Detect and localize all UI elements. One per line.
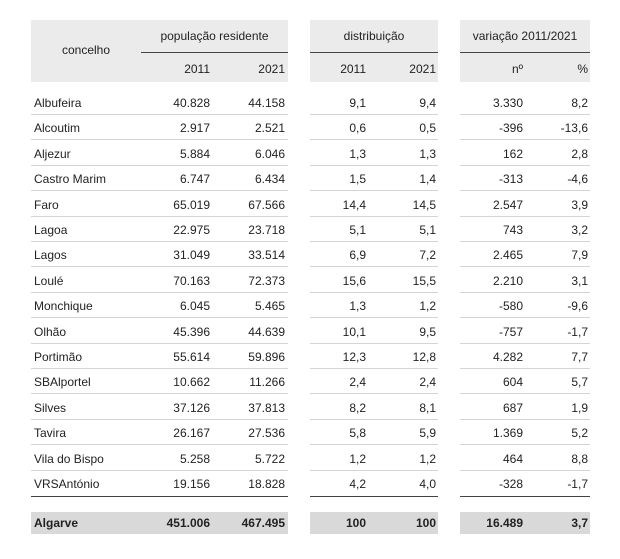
cell-vn: 2.547 — [492, 198, 523, 212]
cell-vp: 5,2 — [571, 426, 588, 440]
cell-p2021: 44.639 — [248, 325, 285, 339]
cell-vp: 5,7 — [571, 375, 588, 389]
row-separator — [31, 292, 288, 293]
cell-vn: 2.465 — [492, 248, 523, 262]
row-separator — [460, 241, 590, 242]
cell-p2021: 23.718 — [248, 223, 285, 237]
cell-vn: -580 — [498, 299, 523, 313]
cell-d2011: 0,6 — [349, 121, 366, 135]
cell-vp: 7,7 — [571, 350, 588, 364]
row-separator — [31, 343, 288, 344]
row-separator — [460, 444, 590, 445]
cell-vn: -757 — [498, 325, 523, 339]
row-separator — [460, 190, 590, 191]
row-separator — [460, 496, 590, 497]
row-separator — [460, 343, 590, 344]
cell-p2021: 6.046 — [254, 147, 285, 161]
row-separator — [460, 317, 590, 318]
cell-name: Silves — [34, 401, 67, 415]
cell-vn: 1.369 — [492, 426, 523, 440]
cell-d2021: 14,5 — [412, 198, 436, 212]
cell-d2011: 14,4 — [342, 198, 366, 212]
cell-p2021: 18.828 — [248, 477, 285, 491]
row-separator — [310, 368, 438, 369]
header-pop-2011: 2011 — [184, 62, 210, 76]
row-separator — [31, 216, 288, 217]
total-vn: 16.489 — [486, 516, 523, 530]
cell-p2021: 2.521 — [254, 121, 285, 135]
cell-p2011: 37.126 — [173, 401, 210, 415]
cell-p2021: 5.722 — [254, 452, 285, 466]
cell-p2021: 5.465 — [254, 299, 285, 313]
cell-p2011: 5.258 — [179, 452, 210, 466]
row-separator — [460, 114, 590, 115]
header-dist-2021: 2021 — [409, 62, 436, 76]
cell-d2011: 9,1 — [349, 96, 366, 110]
cell-d2021: 1,4 — [419, 172, 436, 186]
cell-name: SBAlportel — [34, 375, 91, 389]
row-separator — [460, 165, 590, 166]
cell-p2011: 55.614 — [173, 350, 210, 364]
cell-vp: 3,1 — [571, 274, 588, 288]
header-variacao: variação 2011/2021 — [472, 29, 578, 43]
cell-p2021: 72.373 — [248, 274, 285, 288]
row-separator — [31, 368, 288, 369]
row-separator — [310, 496, 438, 497]
total-name: Algarve — [34, 516, 79, 530]
cell-name: Tavira — [34, 426, 67, 440]
cell-name: Albufeira — [34, 96, 82, 110]
cell-d2011: 6,9 — [349, 248, 366, 262]
cell-name: Vila do Bispo — [34, 452, 104, 466]
cell-vp: 1,9 — [571, 401, 588, 415]
cell-d2021: 8,1 — [419, 401, 436, 415]
cell-d2011: 12,3 — [342, 350, 366, 364]
row-separator — [31, 317, 288, 318]
cell-p2011: 6.747 — [179, 172, 210, 186]
cell-p2011: 19.156 — [173, 477, 210, 491]
header-concelho: concelho — [61, 43, 111, 57]
row-separator — [460, 216, 590, 217]
total-d2021: 100 — [415, 516, 436, 530]
cell-vp: -1,7 — [567, 477, 588, 491]
row-separator — [310, 419, 438, 420]
row-separator — [31, 114, 288, 115]
row-separator — [310, 266, 438, 267]
cell-d2011: 1,5 — [349, 172, 366, 186]
cell-name: Aljezur — [34, 147, 71, 161]
cell-p2011: 40.828 — [173, 96, 210, 110]
cell-p2011: 2.917 — [179, 121, 210, 135]
cell-vn: -328 — [498, 477, 523, 491]
row-separator — [310, 114, 438, 115]
cell-p2021: 11.266 — [249, 375, 285, 389]
cell-vp: 8,2 — [571, 96, 588, 110]
cell-p2021: 59.896 — [248, 350, 285, 364]
cell-p2011: 22.975 — [173, 223, 210, 237]
row-separator — [460, 266, 590, 267]
cell-p2021: 44.158 — [248, 96, 285, 110]
cell-p2021: 33.514 — [248, 248, 285, 262]
cell-p2021: 67.566 — [248, 198, 285, 212]
cell-d2021: 2,4 — [419, 375, 436, 389]
row-separator — [460, 368, 590, 369]
cell-p2011: 65.019 — [173, 198, 210, 212]
cell-vp: -9,6 — [567, 299, 588, 313]
cell-vn: 464 — [502, 452, 523, 466]
cell-name: Portimão — [34, 350, 83, 364]
cell-vn: 4.282 — [492, 350, 523, 364]
cell-d2011: 2,4 — [349, 375, 366, 389]
cell-p2021: 27.536 — [248, 426, 285, 440]
row-separator — [310, 444, 438, 445]
cell-p2021: 6.434 — [254, 172, 285, 186]
cell-name: Lagos — [34, 248, 67, 262]
cell-name: Castro Marim — [34, 172, 107, 186]
row-separator — [310, 470, 438, 471]
total-p2021: 467.495 — [241, 516, 285, 530]
cell-vn: 743 — [502, 223, 523, 237]
row-separator — [460, 419, 590, 420]
cell-d2011: 1,3 — [349, 147, 366, 161]
cell-vp: 8,8 — [571, 452, 588, 466]
cell-name: VRSAntónio — [34, 477, 100, 491]
row-separator — [310, 216, 438, 217]
row-separator — [31, 444, 288, 445]
cell-vn: 687 — [502, 401, 523, 415]
cell-d2021: 9,5 — [419, 325, 436, 339]
header-dist-2011: 2011 — [340, 62, 366, 76]
total-vp: 3,7 — [571, 516, 588, 530]
row-separator — [31, 165, 288, 166]
header-var-n: nº — [511, 62, 523, 76]
row-separator — [31, 393, 288, 394]
cell-d2021: 1,3 — [419, 147, 436, 161]
row-separator — [310, 393, 438, 394]
row-separator — [460, 292, 590, 293]
row-separator — [310, 317, 438, 318]
cell-d2011: 5,8 — [349, 426, 366, 440]
cell-d2021: 0,5 — [419, 121, 436, 135]
row-separator — [31, 266, 288, 267]
cell-vn: 3.330 — [492, 96, 523, 110]
cell-d2011: 1,2 — [349, 452, 366, 466]
header-distribuicao: distribuição — [343, 29, 405, 43]
cell-vp: -1,7 — [567, 325, 588, 339]
total-d2011: 100 — [345, 516, 366, 530]
cell-vn: -313 — [498, 172, 523, 186]
cell-d2011: 5,1 — [349, 223, 366, 237]
cell-name: Faro — [34, 198, 59, 212]
row-separator — [31, 139, 288, 140]
cell-d2021: 1,2 — [419, 452, 436, 466]
cell-d2011: 1,3 — [349, 299, 366, 313]
cell-p2011: 6.045 — [179, 299, 210, 313]
row-separator — [460, 393, 590, 394]
cell-d2021: 5,9 — [419, 426, 436, 440]
row-separator — [31, 470, 288, 471]
cell-d2021: 1,2 — [419, 299, 436, 313]
row-separator — [310, 343, 438, 344]
cell-name: Lagoa — [34, 223, 68, 237]
cell-name: Olhão — [34, 325, 67, 339]
row-separator — [31, 190, 288, 191]
cell-p2011: 45.396 — [173, 325, 210, 339]
cell-d2021: 5,1 — [419, 223, 436, 237]
row-separator — [310, 241, 438, 242]
row-separator — [31, 496, 288, 497]
header-var-pct: % — [577, 62, 588, 76]
header-rule-variacao — [460, 52, 590, 53]
header-rule-distribuicao — [310, 52, 438, 53]
cell-vn: -396 — [498, 121, 523, 135]
cell-d2021: 7,2 — [419, 248, 436, 262]
cell-vn: 162 — [502, 147, 523, 161]
cell-vp: -13,6 — [560, 121, 588, 135]
row-separator — [310, 165, 438, 166]
header-rule-populacao — [141, 52, 288, 53]
cell-vp: -4,6 — [567, 172, 588, 186]
row-separator — [310, 292, 438, 293]
cell-d2021: 12,8 — [412, 350, 436, 364]
cell-p2011: 10.662 — [173, 375, 210, 389]
header-populacao: população residente — [160, 29, 269, 43]
row-separator — [310, 139, 438, 140]
header-pop-2021: 2021 — [258, 62, 285, 76]
row-separator — [460, 470, 590, 471]
cell-d2011: 10,1 — [342, 325, 366, 339]
cell-p2011: 70.163 — [173, 274, 210, 288]
cell-vn: 604 — [502, 375, 523, 389]
cell-vp: 7,9 — [571, 248, 588, 262]
cell-p2011: 26.167 — [173, 426, 210, 440]
cell-vp: 3,2 — [571, 223, 588, 237]
cell-d2011: 15,6 — [342, 274, 366, 288]
cell-name: Alcoutim — [34, 121, 81, 135]
cell-p2021: 37.813 — [248, 401, 285, 415]
cell-name: Monchique — [34, 299, 93, 313]
row-separator — [31, 419, 288, 420]
cell-d2021: 15,5 — [412, 274, 436, 288]
cell-vp: 2,8 — [571, 147, 588, 161]
cell-d2021: 4,0 — [419, 477, 436, 491]
cell-vp: 3,9 — [571, 198, 588, 212]
cell-p2011: 31.049 — [173, 248, 210, 262]
cell-d2011: 4,2 — [349, 477, 366, 491]
cell-name: Loulé — [34, 274, 64, 288]
row-separator — [31, 241, 288, 242]
total-p2011: 451.006 — [166, 516, 210, 530]
row-separator — [460, 139, 590, 140]
cell-d2011: 8,2 — [349, 401, 366, 415]
row-separator — [310, 190, 438, 191]
cell-vn: 2.210 — [492, 274, 523, 288]
cell-d2021: 9,4 — [419, 96, 436, 110]
cell-p2011: 5.884 — [179, 147, 210, 161]
